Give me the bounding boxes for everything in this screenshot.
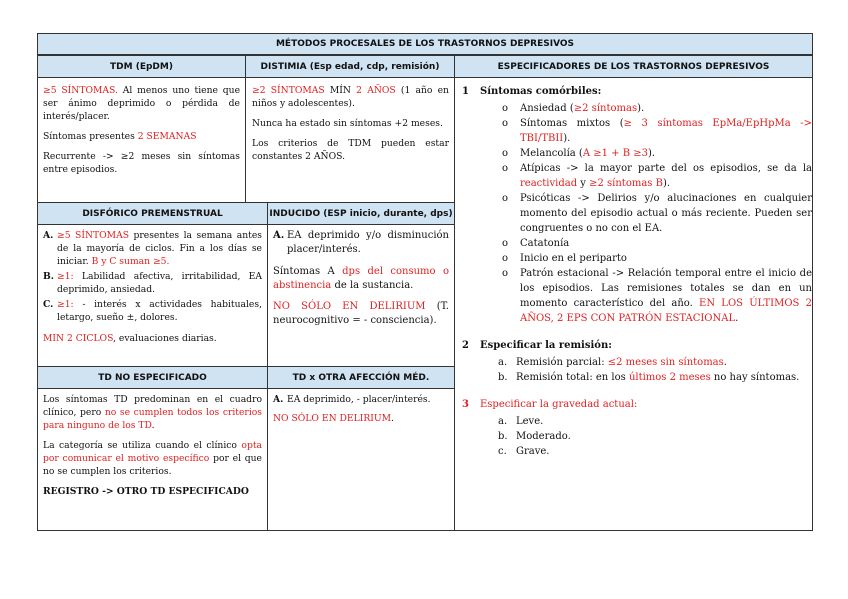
inducido-delirium: NO SÓLO EN DELIRIUM (T. neurocognitivo = - consciencia). bbox=[273, 301, 449, 326]
no-especificado-header: TD NO ESPECIFICADO bbox=[37, 366, 268, 389]
section-gravedad: 3 Especificar la gravedad actual: a. Leve. b. Moderado. c. Grave. bbox=[462, 397, 812, 459]
list-item-psicoticas: o Psicóticas -> Delirios y/o alucinaciones en cualquier momento del episodio actual o más reciente. Pueden ser congruentes o no con el EA. bbox=[502, 193, 812, 234]
section-comorbiles: 1 Síntomas comórbiles: o Ansiedad (≥2 síntomas). o Síntomas mixtos (≥ 3 síntomas EpMa/EpHpMa -> TBI/TBII). o Melancolía (A ≥1 + B ≥3). o Atípicas -> la mayor parte del os episodios, se da la reactividad y ≥2 síntomas B). o Psicóticas -> Delirios y/o alucinaciones en cualquier momento del episodio actual o más reciente. Pueden ser congruentes o no con el EA. o Catatonía o Inicio en el periparto o Patrón estacional -> Relación temporal entre el inicio de los episodios. Las remisiones totales se dan en un momento característico del año. EN LOS ÚLTIMOS 2 AÑOS, 2 EPS CON PATRÓN ESTACIONAL. bbox=[462, 86, 812, 324]
list-item-remision-total: b. Remisión total: en los últimos 2 meses no hay síntomas. bbox=[498, 372, 800, 383]
no-especificado-content bbox=[43, 393, 262, 505]
list-item-ansiedad: o Ansiedad (≥2 síntomas). bbox=[502, 103, 645, 114]
no-especificado-registro: REGISTRO -> OTRO TD ESPECIFICADO bbox=[43, 486, 249, 497]
distimia-note: Nunca ha estado sin síntomas +2 meses. bbox=[252, 118, 443, 129]
disforico-header: DISFÓRICO PREMENSTRUAL bbox=[37, 202, 268, 225]
tdm-duration: Síntomas presentes 2 SEMANAS bbox=[43, 131, 197, 142]
disforico-content bbox=[43, 229, 262, 352]
otra-afeccion-box bbox=[267, 366, 455, 531]
inducido-content bbox=[273, 229, 449, 335]
list-item-periparto: o Inicio en el periparto bbox=[502, 253, 627, 264]
disforico-criterion-b: B. ≥1: Labilidad afectiva, irritabilidad, EA deprimido, ansiedad. bbox=[43, 271, 262, 295]
otra-afeccion-content bbox=[273, 393, 449, 432]
list-item-grave: c. Grave. bbox=[498, 446, 550, 457]
distimia-content bbox=[252, 84, 449, 170]
page-title: MÉTODOS PROCESALES DE LOS TRASTORNOS DEPRESIVOS bbox=[37, 33, 813, 55]
otra-afeccion-header: TD x OTRA AFECCIÓN MÉD. bbox=[267, 366, 455, 389]
distimia-tdm-note: Los criterios de TDM pueden estar constantes 2 AÑOS. bbox=[252, 138, 449, 162]
otra-afeccion-delirium: NO SÓLO EN DELIRIUM. bbox=[273, 413, 394, 424]
distimia-header: DISTIMIA (Esp edad, cdp, remisión) bbox=[245, 55, 455, 78]
disforico-foot: MIN 2 CICLOS, evaluaciones diarias. bbox=[43, 333, 217, 344]
tdm-header: TDM (EpDM) bbox=[37, 55, 246, 78]
tdm-criterion: ≥5 SÍNTOMAS. Al menos uno tiene que ser ánimo deprimido o pérdida de interés/placer. bbox=[43, 85, 241, 122]
section-remision: 2 Especificar la remisión: a. Remisión parcial: ≤2 meses sin síntomas. b. Remisión total: en los últimos 2 meses no hay síntomas. bbox=[462, 338, 812, 385]
list-item-catatonia: o Catatonía bbox=[502, 238, 570, 249]
inducido-timing: Síntomas A dps del consumo o abstinencia de la sustancia. bbox=[273, 266, 449, 291]
especificadores-content bbox=[462, 84, 812, 471]
disforico-criterion-a: A. ≥5 SÍNTOMAS presentes la semana antes de la mayoría de ciclos. Fin a los días se iniciar. B y C suman ≥5. bbox=[43, 230, 262, 267]
especificadores-header: ESPECIFICADORES DE LOS TRASTORNOS DEPRESIVOS bbox=[454, 55, 813, 78]
list-item-estacional: o Patrón estacional -> Relación temporal entre el inicio de los episodios. Las remisiones totales se dan en un momento característico del año. EN LOS ÚLTIMOS 2 AÑOS, 2 EPS CON PATRÓN ESTACIONAL. bbox=[502, 268, 812, 324]
no-especificado-p1: Los síntomas TD predominan en el cuadro clínico, pero no se cumplen todos los criterios para ninguno de los TD. bbox=[43, 394, 263, 431]
list-item-mixtos: o Síntomas mixtos (≥ 3 síntomas EpMa/EpHpMa -> TBI/TBII). bbox=[502, 118, 812, 144]
list-item-remision-parcial: a. Remisión parcial: ≤2 meses sin síntomas. bbox=[498, 357, 727, 368]
inducido-header: INDUCIDO (ESP inicio, durante, dps) bbox=[267, 202, 455, 225]
tdm-recurrence: Recurrente -> ≥2 meses sin síntomas entre episodios. bbox=[43, 151, 240, 175]
no-especificado-p2: La categoría se utiliza cuando el clínico opta por comunicar el motivo específico por el que no se cumplen los criterios. bbox=[43, 440, 262, 477]
list-item-moderado: b. Moderado. bbox=[498, 431, 571, 442]
inducido-criterion-a: A. EA deprimido y/o disminución placer/interés. bbox=[273, 230, 449, 255]
distimia-criterion: ≥2 SÍNTOMAS MÍN 2 AÑOS (1 año en niños y adolescentes). bbox=[252, 85, 449, 109]
list-item-melancolia: o Melancolía (A ≥1 + B ≥3). bbox=[502, 148, 656, 159]
tdm-content bbox=[43, 84, 240, 183]
list-item-leve: a. Leve. bbox=[498, 416, 544, 427]
otra-afeccion-criterion-a: A. EA deprimido, - placer/interés. bbox=[273, 394, 431, 405]
disforico-criterion-c: C. ≥1: - interés x actividades habituales, letargo, sueño ±, dolores. bbox=[43, 299, 262, 323]
list-item-atipicas: o Atípicas -> la mayor parte del os episodios, se da la reactividad y ≥2 síntomas B). bbox=[502, 163, 812, 189]
